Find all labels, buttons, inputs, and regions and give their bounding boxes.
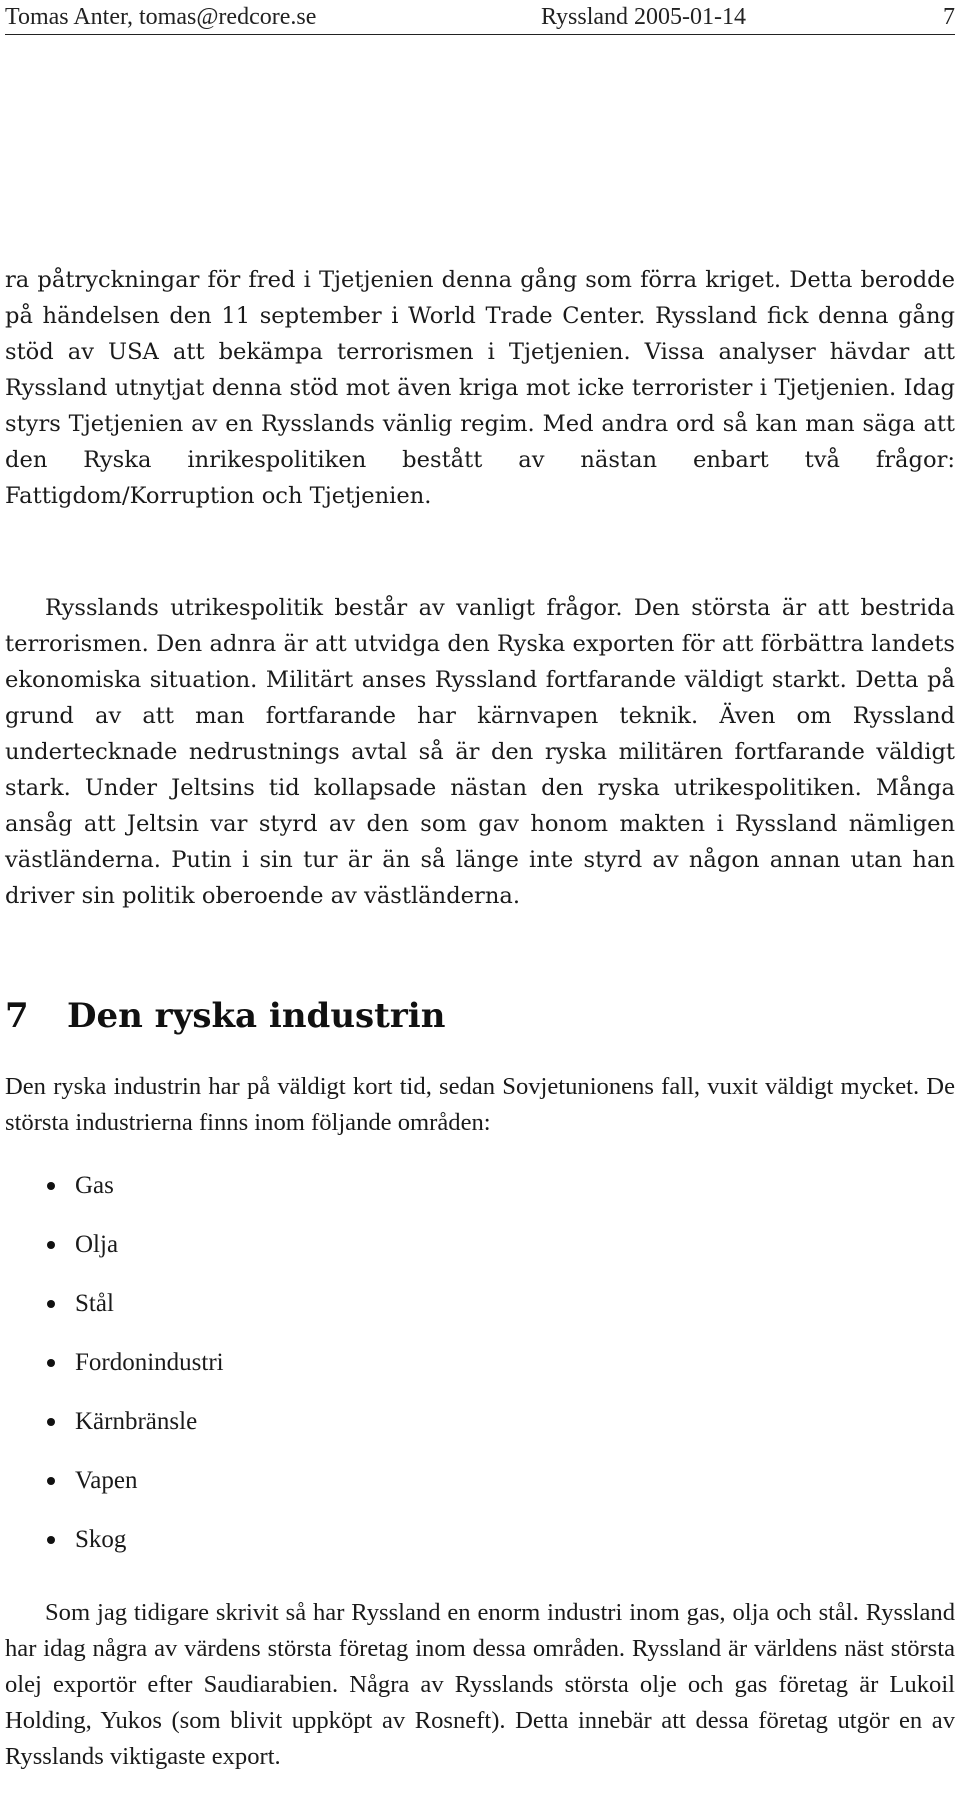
bullet-icon [47,1418,55,1426]
list-item [5,1286,224,1345]
list-item [5,1345,224,1404]
list-item-label: Vapen [75,1467,138,1494]
bullet-icon [47,1359,55,1367]
list-item [5,1168,224,1227]
list-item [5,1404,224,1463]
list-item [5,1522,224,1581]
list-item-label: Fordonindustri [75,1349,224,1376]
bullet-icon [47,1536,55,1544]
paragraph-industri-export-text: Som jag tidigare skrivit så har Ryssland en enorm industri inom gas, olja och stål. Ryssland har idag några av värdens största företag inom dessa områden. Ryssland är världens näst största olej exportör efter Saudiarabien. Några av Rysslands största olje och gas företag är Lukoil Holding, Yukos (som blivit uppköpt av Rosneft). Detta innebär att dessa företag utgör en av Rysslands viktigaste export. [5,1599,955,1770]
header-title-date: Ryssland 2005-01-14 [541,4,747,30]
bullet-icon [47,1182,55,1190]
industry-list [5,1168,224,1581]
list-item-label: Stål [75,1290,114,1317]
bullet-icon [47,1477,55,1485]
list-item [5,1227,224,1286]
section-heading [5,992,445,1040]
paragraph-industri-intro: Den ryska industrin har på väldigt kort tid, sedan Sovjetunionens fall, vuxit väldigt mycket. De största industrierna finns inom följande områden: [5,1073,955,1136]
list-item-label: Olja [75,1231,119,1258]
paragraph-utrikespolitik-text: Rysslands utrikespolitik består av vanligt frågor. Den största är att bestrida terrorismen. Den adnra är att utvidga den Ryska exporten för att förbättra landets ekonomiska situation. Militärt anses Ryssland fortfarande väldigt starkt. Detta på grund av att man fortfarande har kärnvapen teknik. Även om Ryssland undertecknade nedrustnings avtal så är den ryska militären fortfarande väldigt stark. Under Jeltsins tid kollapsade nästan den ryska utrikespolitiken. Många ansåg att Jeltsin var styrd av den som gav honom makten i Ryssland nämligen västländerna. Putin i sin tur är än så länge inte styrd av någon annan utan han driver sin politik oberoende av västländerna. [5,595,955,909]
section-title: Den ryska industrin [67,996,446,1036]
section-number: 7 [5,996,29,1036]
paragraph-inrikespolitik: ra påtryckningar för fred i Tjetjenien denna gång som förra kriget. Detta berodde på händelsen den 11 september i World Trade Center. Ryssland fick denna gång stöd av USA att bekämpa terrorismen i Tjetjenien. Vissa analyser hävdar att Ryssland utnytjat denna stöd mot även kriga mot icke terrorister i Tjetjenien. Idag styrs Tjetjenien av en Rysslands vänlig regim. Med andra ord så kan man säga att den Ryska inrikespolitiken bestått av nästan enbart två frågor: Fattigdom/Korruption och Tjetjenien. [5,267,955,509]
list-item-label: Kärnbränsle [75,1408,198,1435]
page-number: 7 [943,4,955,30]
list-item-label: Skog [75,1526,127,1553]
bullet-icon [47,1241,55,1249]
paragraph-utrikespolitik [5,590,955,914]
header-author: Tomas Anter, tomas@redcore.se [5,4,317,30]
paragraph-industri-export [5,1595,955,1775]
running-header [5,0,955,35]
list-item [5,1463,224,1522]
bullet-icon [47,1300,55,1308]
list-item-label: Gas [75,1172,114,1199]
